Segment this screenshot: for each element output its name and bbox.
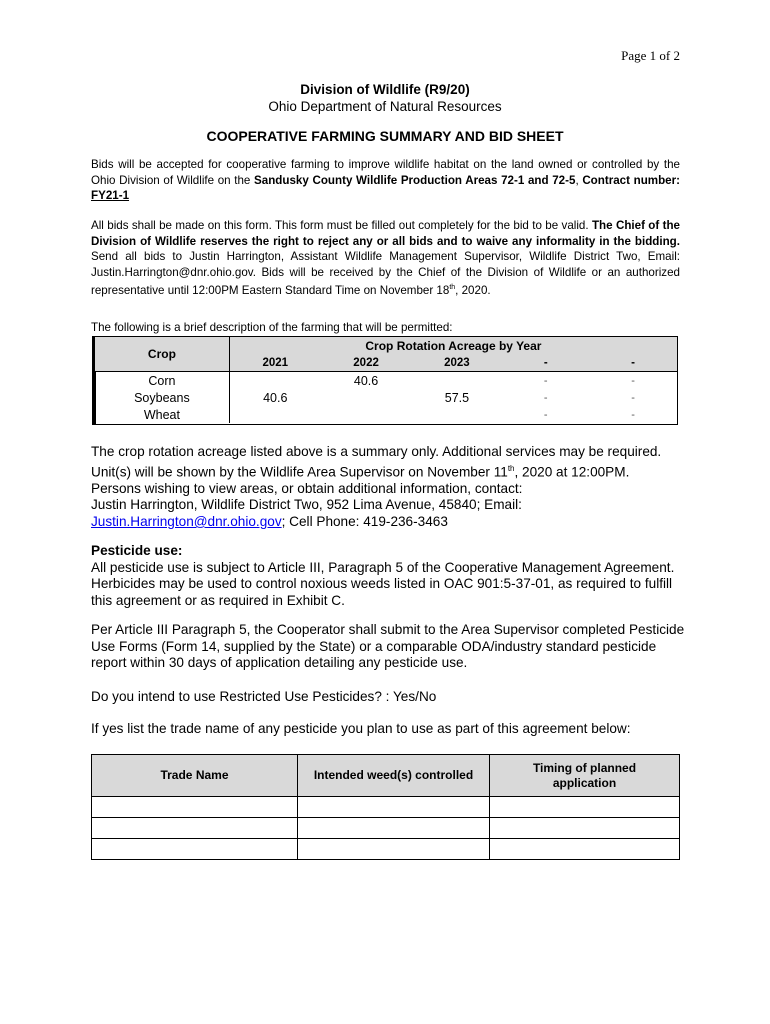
bids-date-year: , 2020. (455, 283, 491, 297)
department-heading: Ohio Department of Natural Resources (268, 99, 502, 114)
pesticide-heading: Pesticide use: (91, 543, 183, 558)
acreage-cell: - (631, 408, 635, 421)
acreage-cell: 57.5 (444, 390, 470, 405)
acreage-cell (321, 389, 412, 406)
acreage-cell: 40.6 (263, 390, 288, 405)
acreage-cell (412, 406, 503, 423)
crop-name: Corn (95, 372, 229, 390)
crop-header: Crop (95, 337, 229, 372)
acreage-cell (229, 406, 320, 423)
unit-text: Unit(s) will be shown by the Wildlife Area Supervisor on November 11 (91, 464, 508, 480)
timing-cell[interactable] (490, 818, 680, 839)
bids-text: All bids shall be made on this form. This form must be filled out completely for the bid to be valid. (91, 219, 592, 232)
timing-cell[interactable] (490, 839, 680, 860)
bids-reserve-notice: The Chief of the Division of Wildlife reserves the right to reject any or all bids and to waive any informality in the bidding. (91, 219, 680, 248)
pesticide-text: All pesticide use is subject to Article III, Paragraph 5 of the Cooperative Management Agreement. Herbicides may be used to control noxious weeds listed in OAC 901:5-37-01, as required to fulfill this agreement or as required in Exhibit C. (91, 559, 675, 608)
trade-name-cell[interactable] (92, 839, 298, 860)
summary-line: Justin Harrington, Wildlife District Two, 952 Lima Avenue, 45840; Email: (91, 497, 522, 513)
year-header: 2021 (229, 354, 320, 372)
area-name: Sandusky County Wildlife Production Areas 72-1 and 72-5 (254, 173, 576, 187)
trade-name-cell[interactable] (92, 797, 298, 818)
weeds-cell[interactable] (298, 818, 490, 839)
unit-date-suffix: th (507, 463, 515, 473)
acreage-cell: 40.6 (353, 373, 379, 388)
timing-cell[interactable] (490, 797, 680, 818)
crop-name: Soybeans (95, 389, 229, 406)
document-title: COOPERATIVE FARMING SUMMARY AND BID SHEET (206, 128, 564, 144)
year-header: 2022 (321, 354, 412, 372)
email-link[interactable]: Justin.Harrington@dnr.ohio.gov (91, 513, 282, 529)
unit-time: , 2020 at 12:00PM. (514, 464, 630, 480)
year-header: - (589, 354, 677, 372)
trade-name-header: Trade Name (92, 755, 298, 797)
table-row (92, 797, 680, 818)
intro-separator: , (575, 173, 583, 187)
intro-text: Bids will be accepted for cooperative farming to improve wildlife habitat on the land owned or controlled by the Ohio Division of Wildlife on the (91, 158, 680, 187)
summary-line (91, 461, 691, 481)
acreage-cell: - (543, 408, 548, 421)
phone-text: ; Cell Phone: 419-236-3463 (281, 513, 448, 529)
bids-paragraph (91, 218, 680, 298)
trade-name-cell[interactable] (92, 818, 298, 839)
crop-table-caption: The following is a brief description of the farming that will be permitted: (91, 321, 453, 334)
year-header: 2023 (412, 354, 503, 372)
year-header: - (502, 354, 589, 372)
bids-date-suffix: th (449, 284, 456, 291)
article-paragraph: Per Article III Paragraph 5, the Cooperator shall submit to the Area Supervisor completed Pesticide Use Forms (Form 14, supplied by the State) or a comparable ODA/industry standard pesticide report within 30 days of application detailing any pesticide use. (91, 622, 685, 671)
summary-line: Persons wishing to view areas, or obtain additional information, contact: (91, 480, 523, 496)
acreage-cell (321, 406, 412, 423)
contract-label: Contract number: (582, 173, 681, 187)
pesticide-section (91, 543, 691, 609)
timing-header (490, 755, 680, 797)
crop-name: Wheat (95, 406, 229, 423)
summary-line: The crop rotation acreage listed above is a summary only. Additional services may be required. (91, 444, 662, 459)
acreage-cell: - (631, 391, 635, 404)
crop-rotation-table (95, 337, 677, 423)
timing-header-text: Timing of planned application (532, 760, 637, 790)
bids-contact: Send all bids to Justin Harrington, Assistant Wildlife Management Supervisor, Wildlife District Two, Email: Justin.Harrington@dnr.ohio.gov. Bids will be received by the Chief of the Division of Wildlife or an authorized representative until 12:00PM Eastern Standard Time on November 18 (91, 250, 680, 297)
division-heading: Division of Wildlife (R9/20) (300, 82, 470, 97)
acreage-cell (229, 372, 320, 390)
contract-number: FY21-1 (91, 189, 130, 202)
table-row (92, 839, 680, 860)
table-row (95, 389, 677, 406)
trade-list-prompt: If yes list the trade name of any pesticide you plan to use as part of this agreement below: (91, 721, 631, 736)
restricted-question: Do you intend to use Restricted Use Pesticides? : Yes/No (91, 689, 437, 704)
summary-block (91, 444, 691, 531)
weeds-cell[interactable] (298, 797, 490, 818)
weeds-cell[interactable] (298, 839, 490, 860)
acreage-cell: - (543, 391, 548, 404)
page-number: Page 1 of 2 (621, 48, 680, 63)
intro-paragraph (91, 157, 680, 204)
acreage-cell (412, 372, 503, 390)
acreage-cell: - (543, 374, 548, 387)
weeds-header: Intended weed(s) controlled (298, 755, 490, 797)
rotation-header: Crop Rotation Acreage by Year (229, 337, 677, 354)
table-row (92, 818, 680, 839)
table-row (95, 406, 677, 423)
acreage-cell: - (631, 374, 635, 387)
trade-name-table (91, 754, 680, 860)
summary-line (91, 514, 691, 531)
table-row (95, 372, 677, 390)
